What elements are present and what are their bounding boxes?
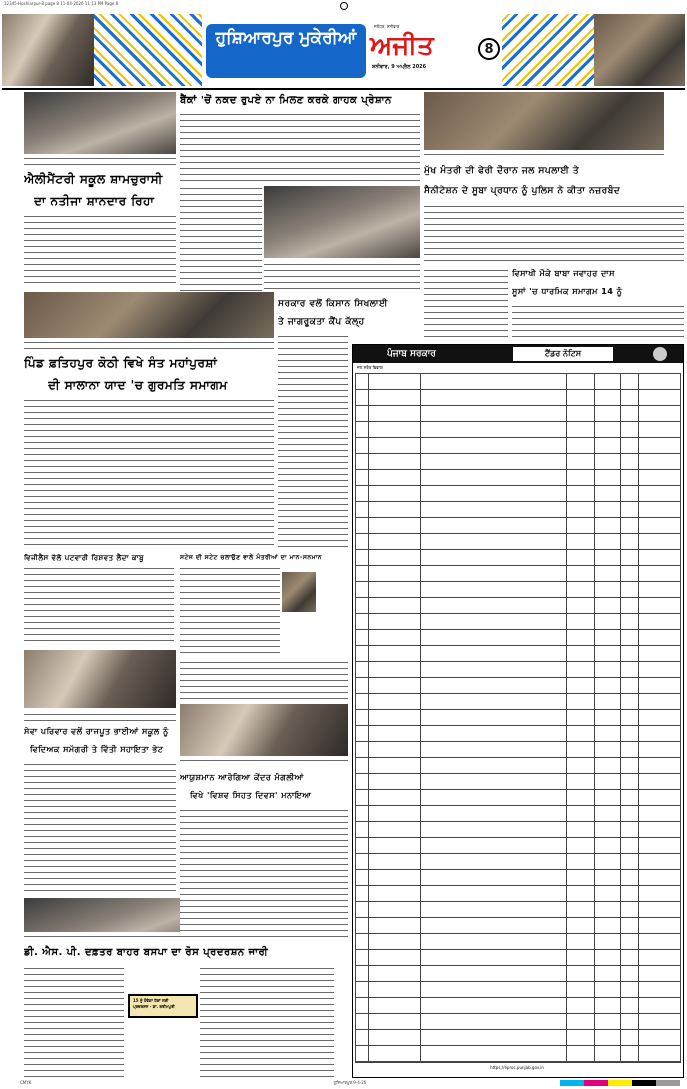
boxed-note-line2: ਪ੍ਰਦਰਸ਼ਨ - ਡਾ. ਕਰੀਮਪੁਰੀ	[133, 1004, 175, 1009]
fatehpur-headline-line1: ਪਿੰਡ ਫ਼ਤਿਹਪੁਰ ਕੋਠੀ ਵਿਖੇ ਸੰਤ ਮਹਾਂਪੁਰਸ਼ਾਂ	[24, 356, 218, 370]
minister-story-body-2	[180, 660, 348, 700]
ayush-headline-line2: ਵਿਖੇ 'ਵਿਸ਼ਵ ਸਿਹਤ ਦਿਵਸ' ਮਨਾਇਆ	[190, 791, 312, 800]
cm-headline-line1: ਮੁੱਖ ਮੰਤਰੀ ਦੀ ਫੇਰੀ ਦੌਰਾਨ ਜਲ ਸਪਲਾਈ ਤੇ	[424, 166, 580, 176]
bank-story-body-2	[180, 186, 262, 292]
boxed-note	[128, 994, 198, 1018]
school-headline-line1: ਐਲੀਮੈਂਟਰੀ ਸਕੂਲ ਸ਼ਾਮਚੁਰਾਸੀ	[24, 172, 163, 186]
dsp-headline: ਡੀ. ਐਸ. ਪੀ. ਦਫ਼ਤਰ ਬਾਹਰ ਬਸਪਾ ਦਾ ਰੋਸ ਪ੍ਰਦਰਸ਼ਨ ਜਾਰੀ	[24, 947, 269, 958]
baba-headline-line1: ਵਿਸਾਖੀ ਮੌਕੇ ਬਾਬਾ ਜਵਾਹਰ ਦਾਸ	[512, 269, 615, 278]
registration-mark-icon	[340, 2, 348, 10]
masthead-rule	[2, 88, 685, 90]
baba-story-body-2	[512, 304, 684, 340]
tender-footer-url: https://eproc.punjab.gov.in	[490, 1065, 544, 1070]
bank-story-body	[180, 112, 420, 182]
punjab-emblem-icon	[653, 347, 667, 361]
photo-caption	[24, 712, 176, 722]
fatehpur-headline-line2: ਦੀ ਸਾਲਾਨਾ ਯਾਦ 'ਚ ਗੁਰਮਤਿ ਸਮਾਗਮ	[48, 378, 228, 392]
photo-caption	[180, 758, 348, 766]
baba-story-body	[424, 268, 508, 340]
edition-title: ਹੁਸ਼ਿਆਰਪੁਰ ਮੁਕੇਰੀਆਂ	[206, 24, 366, 78]
tender-notice-label: ਟੈਂਡਰ ਨੋਟਿਸ	[513, 347, 613, 361]
baba-headline-line2: ਸੂਸਾਂ 'ਚ ਧਾਰਮਿਕ ਸਮਾਗਮ 14 ਨੂੰ	[512, 287, 623, 296]
photo-caption	[424, 152, 664, 160]
gurmat-samagam-photo	[24, 292, 274, 338]
bank-story-body-3	[264, 262, 420, 292]
school-students-photo	[24, 92, 176, 154]
school-headline-line2: ਦਾ ਨਤੀਜਾ ਸ਼ਾਨਦਾਰ ਰਿਹਾ	[34, 194, 155, 208]
minister-headline: ਸਟੇਜ ਦੀ ਸਟੇਟ ਚਲਾਉਣ ਵਾਲੇ ਮੰਤਰੀਆਂ ਦਾ ਮਾਨ-ਸਨਮਾਨ	[180, 554, 323, 561]
farm-headline-line2: ਤੇ ਜਾਗਰੂਕਤਾ ਕੈਂਪ ਕੱਲ੍ਹ	[278, 317, 365, 327]
masthead-pattern-left	[94, 14, 202, 86]
fatehpur-story-body	[24, 398, 274, 546]
dsp-story-body	[24, 966, 124, 1078]
vigilance-headline: ਵਿਜੀਲੈਂਸ ਵੱਲੋਂ ਪਟਵਾਰੀ ਰਿਸ਼ਵਤ ਲੈਂਦਾ ਕਾਬੂ	[24, 554, 144, 562]
footer-left: CMYK	[20, 1080, 32, 1085]
boxed-note-line1: 15 ਨੂੰ ਹੋਵੇਗਾ ਹੱਕਾਂ ਲਈ	[133, 998, 169, 1003]
school-gift-headline-line1: ਸੇਵਾ ਪਰਿਵਾਰ ਵਲੋਂ ਰਾਜਪੂਤ ਭਾਈਆਂ ਸਕੂਲ ਨੂੰ	[24, 727, 169, 736]
masthead-photo-right	[594, 14, 685, 86]
jal-supply-photo	[424, 92, 664, 150]
ayush-story-body	[180, 808, 348, 942]
minister-story-body	[180, 566, 280, 656]
print-info-strip: 12345-Hoshiarpur-8 page 8 11-04-2026 11:13 PM Page 8	[4, 1, 119, 6]
photo-caption	[24, 340, 274, 352]
date-line: ਸ਼ਨੀਵਾਰ, 9 ਅਪ੍ਰੈਲ 2026	[372, 64, 427, 70]
page-number: 8	[478, 38, 500, 60]
tender-dept-line: ਜਲ ਸਰੋਤ ਵਿਭਾਗ	[357, 365, 383, 370]
farm-headline-line1: ਸਰਕਾਰ ਵਲੋਂ ਕਿਸਾਨ ਸਿਖਲਾਈ	[278, 299, 388, 309]
color-bar	[560, 1080, 680, 1086]
tender-header	[353, 345, 683, 363]
cm-headline-line2: ਸੈਨੀਟੇਸ਼ਨ ਦੇ ਸੂਬਾ ਪ੍ਰਧਾਨ ਨੂੰ ਪੁਲਿਸ ਨੇ ਕੀਤਾ ਨਜ਼ਰਬੰਦ	[424, 186, 621, 196]
school-gift-headline-line2: ਵਿਦਿਅਕ ਸਮੱਗਰੀ ਤੇ ਵਿੱਤੀ ਸਹਾਇਤਾ ਭੇਟ	[30, 745, 164, 754]
masthead-photo-left	[2, 14, 94, 86]
school-story-body	[24, 214, 176, 288]
bank-headline: ਬੈਂਕਾਂ 'ਚੋਂ ਨਕਦ ਰੁਪਏ ਨਾ ਮਿਲਣ ਕਰਕੇ ਗਾਹਕ ਪ੍ਰੇਸ਼ਾਨ	[180, 95, 392, 106]
vigilance-story-body	[24, 566, 174, 646]
tender-govt-label: ਪੰਜਾਬ ਸਰਕਾਰ	[387, 349, 436, 359]
footer-center: ਹੁਸ਼ਿਆਰਪੁਰ 9-4-26	[333, 1080, 367, 1085]
school-gift-photo	[24, 650, 176, 708]
photo-caption	[24, 156, 176, 168]
farm-story-body	[278, 334, 348, 548]
paper-name: ਅਜੀਤ	[370, 31, 434, 61]
ayush-photo	[180, 704, 348, 756]
paper-small-label: ਜਲੰਧਰ, ਸ਼ਨੀਵਾਰ	[374, 24, 400, 29]
tender-notice	[352, 344, 684, 1078]
school-gift-story-body	[24, 762, 176, 894]
masthead-pattern-right	[502, 14, 594, 86]
ayush-headline-line1: ਆਯੁਸ਼ਮਾਨ ਆਰੋਗਿਆ ਕੇਂਦਰ ਮੰਗਲੀਆਂ	[180, 773, 304, 782]
bank-photo	[264, 186, 420, 258]
cm-story-body	[424, 204, 684, 264]
minister-portrait	[282, 572, 316, 612]
dsp-story-body-2	[200, 966, 334, 1078]
masthead-title-box	[202, 16, 502, 84]
tender-table	[355, 373, 681, 1063]
